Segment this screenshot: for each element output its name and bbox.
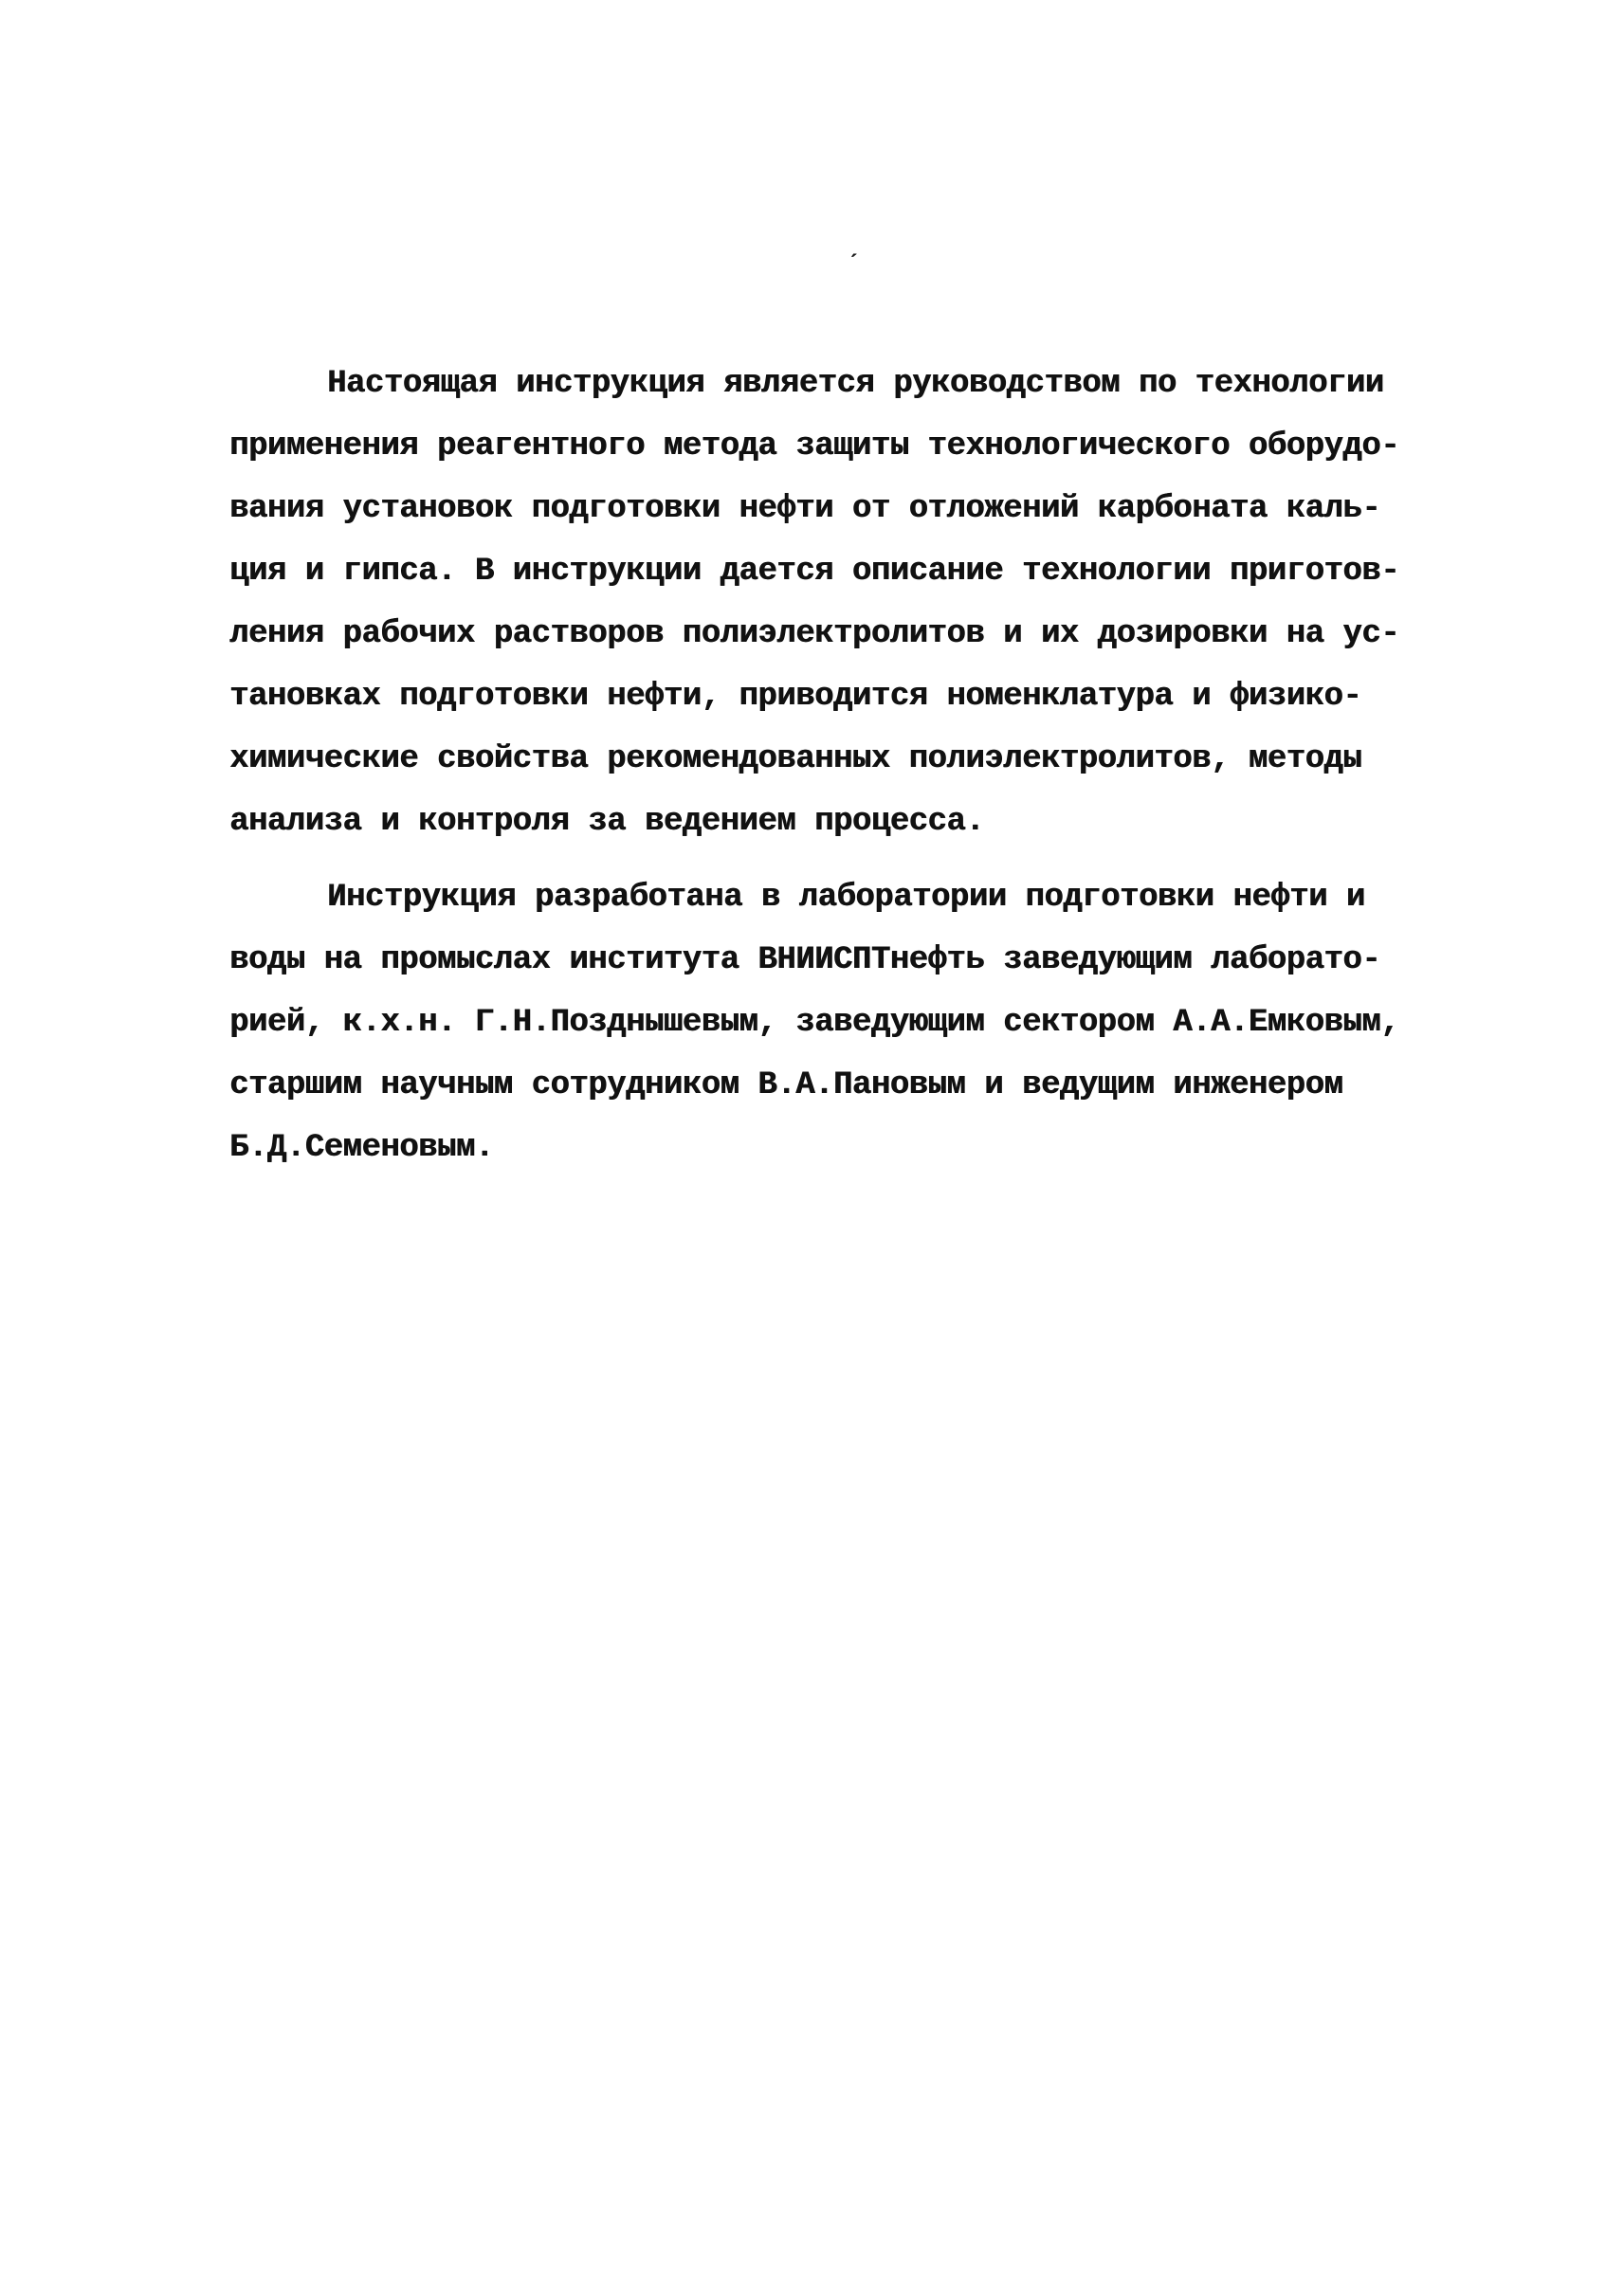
text-line: воды на промыслах института ВНИИСПТнефть заведующим лаборато- bbox=[229, 942, 1381, 978]
text-line: анализа и контроля за ведением процесса. bbox=[229, 804, 985, 840]
paragraph-purpose bbox=[229, 353, 1438, 853]
text-line: ция и гипса. В инструкции дается описание технологии приготов- bbox=[229, 554, 1400, 590]
text-line: Б.Д.Семеновым. bbox=[229, 1130, 494, 1166]
text-line: тановках подготовки нефти, приводится номенклатура и физико- bbox=[229, 679, 1362, 715]
paragraph-authors bbox=[229, 866, 1438, 1179]
text-line: Инструкция разработана в лаборатории подготовки нефти и bbox=[327, 880, 1365, 916]
text-line: Настоящая инструкция является руководством по технологии bbox=[327, 366, 1384, 402]
text-line: ления рабочих растворов полиэлектролитов и их дозировки на ус- bbox=[229, 616, 1400, 652]
document-body bbox=[229, 353, 1438, 1179]
text-line: химические свойства рекомендованных полиэлектролитов, методы bbox=[229, 741, 1362, 777]
paragraph-spacer bbox=[229, 853, 1438, 866]
text-line: рией, к.х.н. Г.Н.Позднышевым, заведующим сектором А.А.Емковым, bbox=[229, 1005, 1400, 1041]
text-line: применения реагентного метода защиты технологического оборудо- bbox=[229, 428, 1400, 464]
page-mark: ˏ bbox=[847, 231, 862, 260]
text-line: вания установок подготовки нефти от отложений карбоната каль- bbox=[229, 491, 1381, 527]
text-line: старшим научным сотрудником В.А.Пановым и ведущим инженером bbox=[229, 1067, 1343, 1103]
